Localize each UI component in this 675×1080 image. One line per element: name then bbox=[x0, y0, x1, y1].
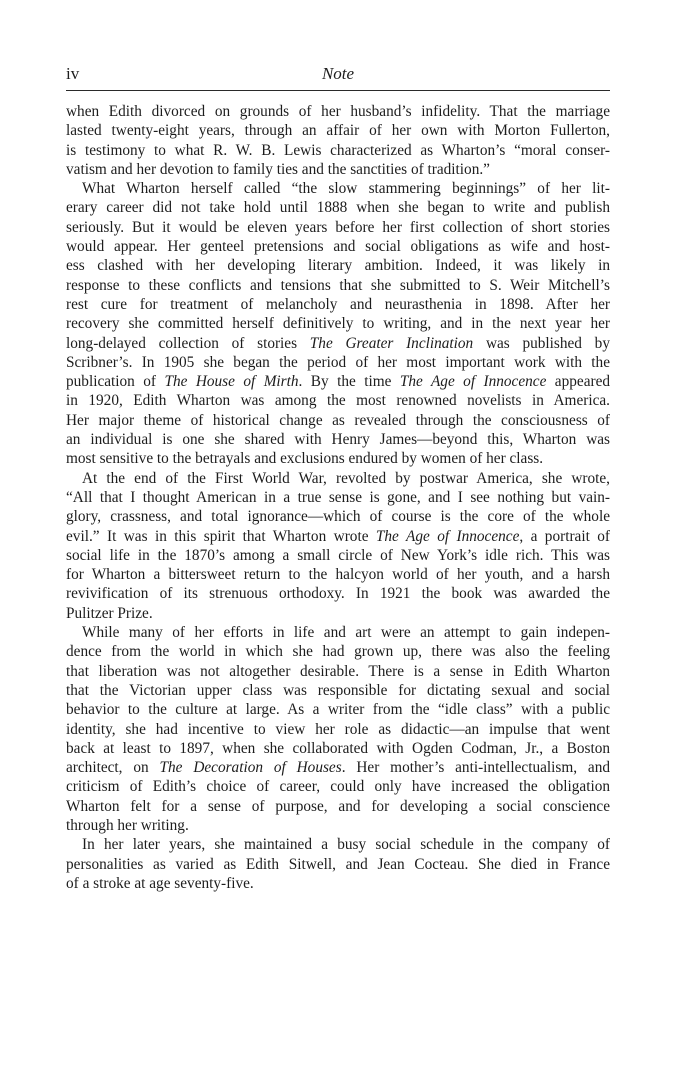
text-run: long-delayed collection of stories bbox=[66, 334, 310, 352]
text-run: In her later years, she maintained a busy social schedule in the company of bbox=[82, 836, 610, 854]
text-line bbox=[66, 488, 610, 507]
text-run: personalities as varied as Edith Sitwell, and Jean Cocteau. She died in France bbox=[66, 855, 610, 873]
text-line bbox=[66, 816, 610, 835]
text-run: behavior to the culture at large. As a writer from the “idle class” with a public bbox=[66, 701, 610, 719]
text-line bbox=[66, 372, 610, 391]
text-line bbox=[66, 623, 610, 642]
text-run: would appear. Her genteel pretensions and social obligations as wife and host- bbox=[66, 238, 610, 256]
book-title: The Age of Innocence bbox=[399, 373, 547, 391]
paragraph bbox=[66, 835, 610, 893]
paragraph bbox=[66, 623, 610, 835]
text-line bbox=[66, 565, 610, 584]
text-line bbox=[66, 681, 610, 700]
text-run: glory, crassness, and total ignorance—which of course is the core of the whole bbox=[66, 508, 610, 526]
text-run: Scribner’s. In 1905 she began the period of her most important work with the bbox=[66, 353, 610, 371]
running-title: Note bbox=[321, 64, 355, 83]
text-line bbox=[66, 469, 610, 488]
text-run: evil.” It was in this spirit that Wharton wrote bbox=[66, 527, 376, 545]
text-line bbox=[66, 430, 610, 449]
text-line bbox=[66, 777, 610, 796]
page-number: iv bbox=[66, 64, 80, 83]
text-run: recovery she committed herself definitively to writing, and in the next year her bbox=[66, 315, 610, 333]
text-line bbox=[66, 334, 610, 353]
text-run: that liberation was not altogether desirable. There is a sense in Edith Wharton bbox=[66, 662, 610, 680]
text-line bbox=[66, 662, 610, 681]
text-line bbox=[66, 507, 610, 526]
text-line bbox=[66, 314, 610, 333]
text-run: appeared bbox=[546, 373, 611, 391]
text-line bbox=[66, 855, 610, 874]
text-line bbox=[66, 160, 610, 179]
text-run: criticism of Edith’s choice of career, could only have increased the obligation bbox=[66, 778, 610, 796]
text-run: response to these conflicts and tensions that she submitted to S. Weir Mitchell’s bbox=[66, 276, 610, 294]
text-line bbox=[66, 604, 610, 623]
text-run: While many of her efforts in life and art were an attempt to gain indepen- bbox=[82, 624, 610, 642]
paragraph bbox=[66, 102, 610, 179]
text-line bbox=[66, 121, 610, 140]
paragraph bbox=[66, 469, 610, 623]
text-run: back at least to 1897, when she collaborated with Ogden Codman, Jr., a Boston bbox=[66, 739, 610, 757]
text-run: ess clashed with her developing literary ambition. Indeed, it was likely in bbox=[66, 257, 610, 275]
text-run: that the Victorian upper class was responsible for dictating sexual and social bbox=[66, 681, 610, 699]
text-run: What Wharton herself called “the slow stammering beginnings” of her lit- bbox=[82, 180, 610, 198]
text-line bbox=[66, 642, 610, 661]
text-line bbox=[66, 584, 610, 603]
text-line bbox=[66, 411, 610, 430]
text-run: when Edith divorced on grounds of her husband’s infidelity. That the marriage bbox=[66, 103, 610, 120]
text-line bbox=[66, 700, 610, 719]
text-run: most sensitive to the betrayals and exclusions endured by women of her class. bbox=[66, 450, 544, 468]
text-line bbox=[66, 198, 610, 217]
text-line bbox=[66, 179, 610, 198]
body-text bbox=[66, 102, 610, 893]
text-line bbox=[66, 835, 610, 854]
text-run: an individual is one she shared with Henry James—beyond this, Wharton was bbox=[66, 431, 610, 449]
text-line bbox=[66, 295, 610, 314]
book-title: The House of Mirth bbox=[164, 373, 299, 391]
text-run: identity, she had incentive to view her role as didactic—an impulse that went bbox=[66, 720, 610, 738]
text-run: social life in the 1870’s among a small circle of New York’s idle rich. This was bbox=[66, 546, 610, 564]
text-line bbox=[66, 874, 610, 893]
text-run: dence from the world in which she had grown up, there was also the feeling bbox=[66, 643, 610, 661]
text-line bbox=[66, 141, 610, 160]
text-run: At the end of the First World War, revolted by postwar America, she wrote, bbox=[82, 469, 610, 487]
book-title: The Decoration of Houses bbox=[159, 759, 342, 777]
text-line bbox=[66, 449, 610, 468]
text-run: in 1920, Edith Wharton was among the most renowned novelists in America. bbox=[66, 392, 610, 410]
text-run: architect, on bbox=[66, 759, 160, 777]
text-run: Her major theme of historical change as revealed through the consciousness of bbox=[66, 411, 610, 429]
text-run: “All that I thought American in a true sense is gone, and I see nothing but vain- bbox=[66, 488, 610, 506]
book-title: The Greater Inclination bbox=[309, 334, 474, 352]
book-title: The Age of Innocence bbox=[375, 527, 520, 545]
text-line bbox=[66, 527, 610, 546]
text-run: erary career did not take hold until 1888 when she began to write and publish bbox=[66, 199, 610, 217]
text-run: of a stroke at age seventy-five. bbox=[66, 874, 254, 892]
text-run: revivification of its strenuous orthodoxy. In 1921 the book was awarded the bbox=[66, 585, 610, 603]
text-run: was published by bbox=[473, 334, 610, 352]
text-line bbox=[66, 739, 610, 758]
text-line bbox=[66, 758, 610, 777]
text-line bbox=[66, 720, 610, 739]
text-run: vatism and her devotion to family ties and the sanctities of tradition.” bbox=[66, 160, 490, 178]
text-run: rest cure for treatment of melancholy and neurasthenia in 1898. After her bbox=[66, 295, 610, 313]
text-line bbox=[66, 546, 610, 565]
text-run: , a portrait of bbox=[519, 527, 610, 545]
text-run: lasted twenty-eight years, through an affair of her own with Morton Fullerton, bbox=[66, 122, 610, 140]
text-run: Wharton felt for a sense of purpose, and for developing a social conscience bbox=[66, 797, 610, 815]
text-run: for Wharton a bittersweet return to the halcyon world of her youth, and a harsh bbox=[66, 566, 610, 584]
text-line bbox=[66, 353, 610, 372]
text-run: . By the time bbox=[298, 373, 400, 391]
text-run: seriously. But it would be eleven years before her first collection of short stories bbox=[66, 218, 610, 236]
page-header bbox=[66, 60, 610, 91]
paragraph bbox=[66, 179, 610, 468]
text-run: is testimony to what R. W. B. Lewis characterized as Wharton’s “moral conser- bbox=[66, 141, 610, 159]
text-line bbox=[66, 391, 610, 410]
text-run: . Her mother’s anti-intellectualism, and bbox=[341, 759, 611, 777]
text-run: publication of bbox=[66, 373, 165, 391]
text-line bbox=[66, 102, 610, 121]
text-run: Pulitzer Prize. bbox=[66, 604, 153, 622]
text-line bbox=[66, 797, 610, 816]
text-line bbox=[66, 237, 610, 256]
text-line bbox=[66, 276, 610, 295]
text-line bbox=[66, 218, 610, 237]
text-line bbox=[66, 256, 610, 275]
text-run: through her writing. bbox=[66, 816, 189, 834]
